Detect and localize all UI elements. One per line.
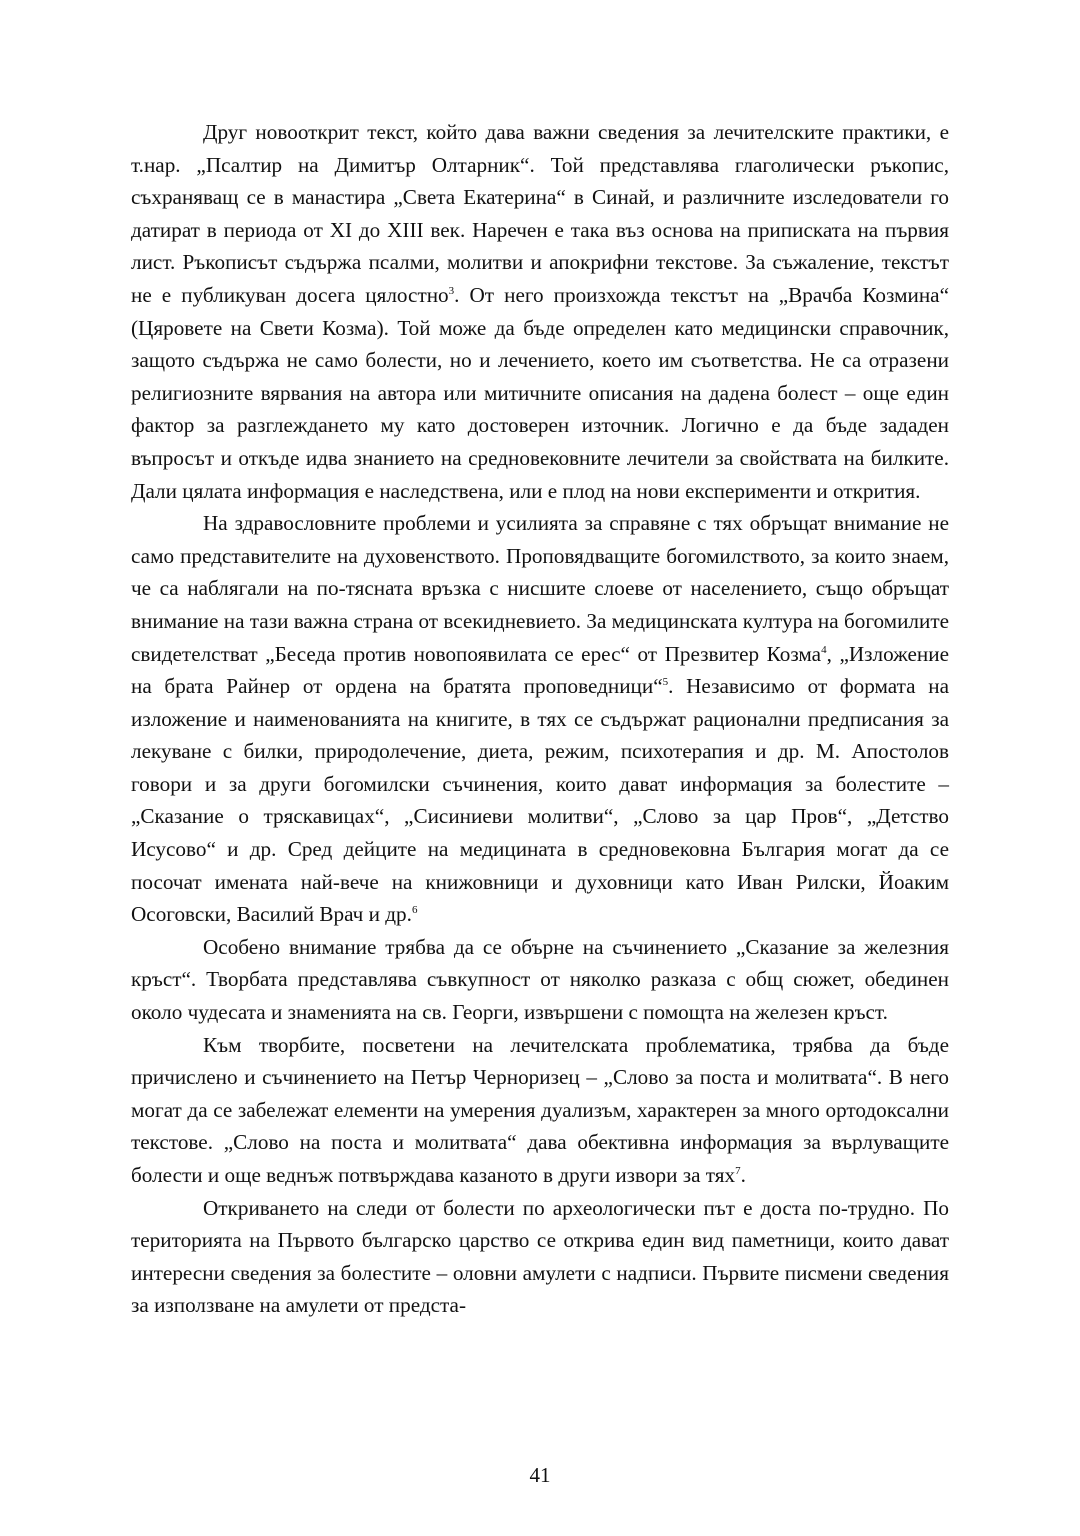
text-run: Към творбите, посветени на лечителската проблематика, трябва да бъде причислено и съчинението на Петър Черноризец – „Слово за поста и молитвата“. В него могат да се забележат елементи на умерения дуализъм, характерен за много ортодоксални текстове. „Слово на поста и молитвата“ дава обективна информация за върлуващите болести и още веднъж потвърждава казаното в други извори за тях [131, 1032, 949, 1187]
paragraph-2 [131, 507, 949, 931]
paragraph-4 [131, 1029, 949, 1192]
footnote-ref-4[interactable]: 4 [821, 643, 827, 656]
text-run: , „Изложение на брата Райнер от ордена на братята проповедници“ [131, 641, 950, 699]
text-run: . Независимо от формата на изложение и наименованията на книгите, в тях се съдържат рационални предписания за лекуване с билки, природолечение, диета, режим, психотерапия и др. М. Апостолов говори и за други богомилски съчинения, които дават информация за болестите – „Сказание о тряскавицах“, „Сисиниеви молитви“, „Слово за цар Пров“, „Детство Исусово“ и др. Сред дейците на медицината в средновековна България могат да се посочат имената най-вече на книжовници и духовници като Иван Рилски, Йоаким Осоговски, Василий Врач и др. [131, 674, 949, 927]
page-body [131, 116, 949, 1322]
footnote-ref-6[interactable]: 6 [411, 904, 418, 917]
text-run: . От него произхожда текстът на „Врачба Козмина“ (Цяровете на Свети Козма). Той може да бъде определен като медицински справочник, защото съдържа не само болести, но и лечението, което им съответства. Не са отразени религиозните вярвания на автора или митичните описания на дадена болест – още един фактор за разглеждането му като достоверен източник. Логично е да бъде зададен въпросът и откъде идва знанието на средновековните лечители за свойствата на билките. Дали цялата информация е наследствена, или е плод на нови експерименти и открития. [131, 282, 949, 503]
text-run: Особено внимание трябва да се обърне на съчинението „Сказание за железния кръст“. Творбата представлява съвкупност от няколко разказа с общ сюжет, обединен около чудесата и знаменията на св. Георги, извършени с помощта на железен кръст. [131, 934, 949, 1025]
page-number: 41 [529, 1463, 551, 1487]
text-run: . [740, 1163, 746, 1187]
footnote-ref-3[interactable]: 3 [448, 284, 455, 297]
text-run: Друг новооткрит текст, който дава важни сведения за лечителските практики, е т.нар. „Псалтир на Димитър Олтарник“. Той представлява глаголически ръкопис, съхраняващ се в манастира „Света Екатерина“ в Синай, и различните изследователи го датират в периода от XI до XIII век. Наречен е така въз основа на приписката на първия лист. Ръкописът съдържа псалми, молитви и апокрифни текстове. За съжаление, текстът не е публикуван досега цялостно [131, 120, 949, 307]
paragraph-5 [131, 1192, 949, 1322]
text-run: Откриването на следи от болести по археологически път е доста по-трудно. По територията на Първото българско царство се открива един вид паметници, които дават интересни сведения за болестите – оловни амулети с надписи. Първите писмени сведения за използване на амулети от предста- [131, 1195, 949, 1318]
paragraph-1 [131, 116, 949, 507]
footnote-ref-5[interactable]: 5 [662, 676, 669, 689]
footnote-ref-7[interactable]: 7 [735, 1165, 741, 1177]
text-run: На здравословните проблеми и усилията за справяне с тях обръщат внимание не само представителите на духовенството. Проповядващите богомилството, за които знаем, че са наблягали на по-тясната връзка с нисшите слоеве от населението, също обръщат внимание на тази важна страна от всекидневието. За медицинската култура на богомилите свидетелстват „Беседа против новопоявилата се ерес“ от Презвитер Козма [131, 511, 949, 666]
paragraph-3 [131, 931, 949, 1029]
